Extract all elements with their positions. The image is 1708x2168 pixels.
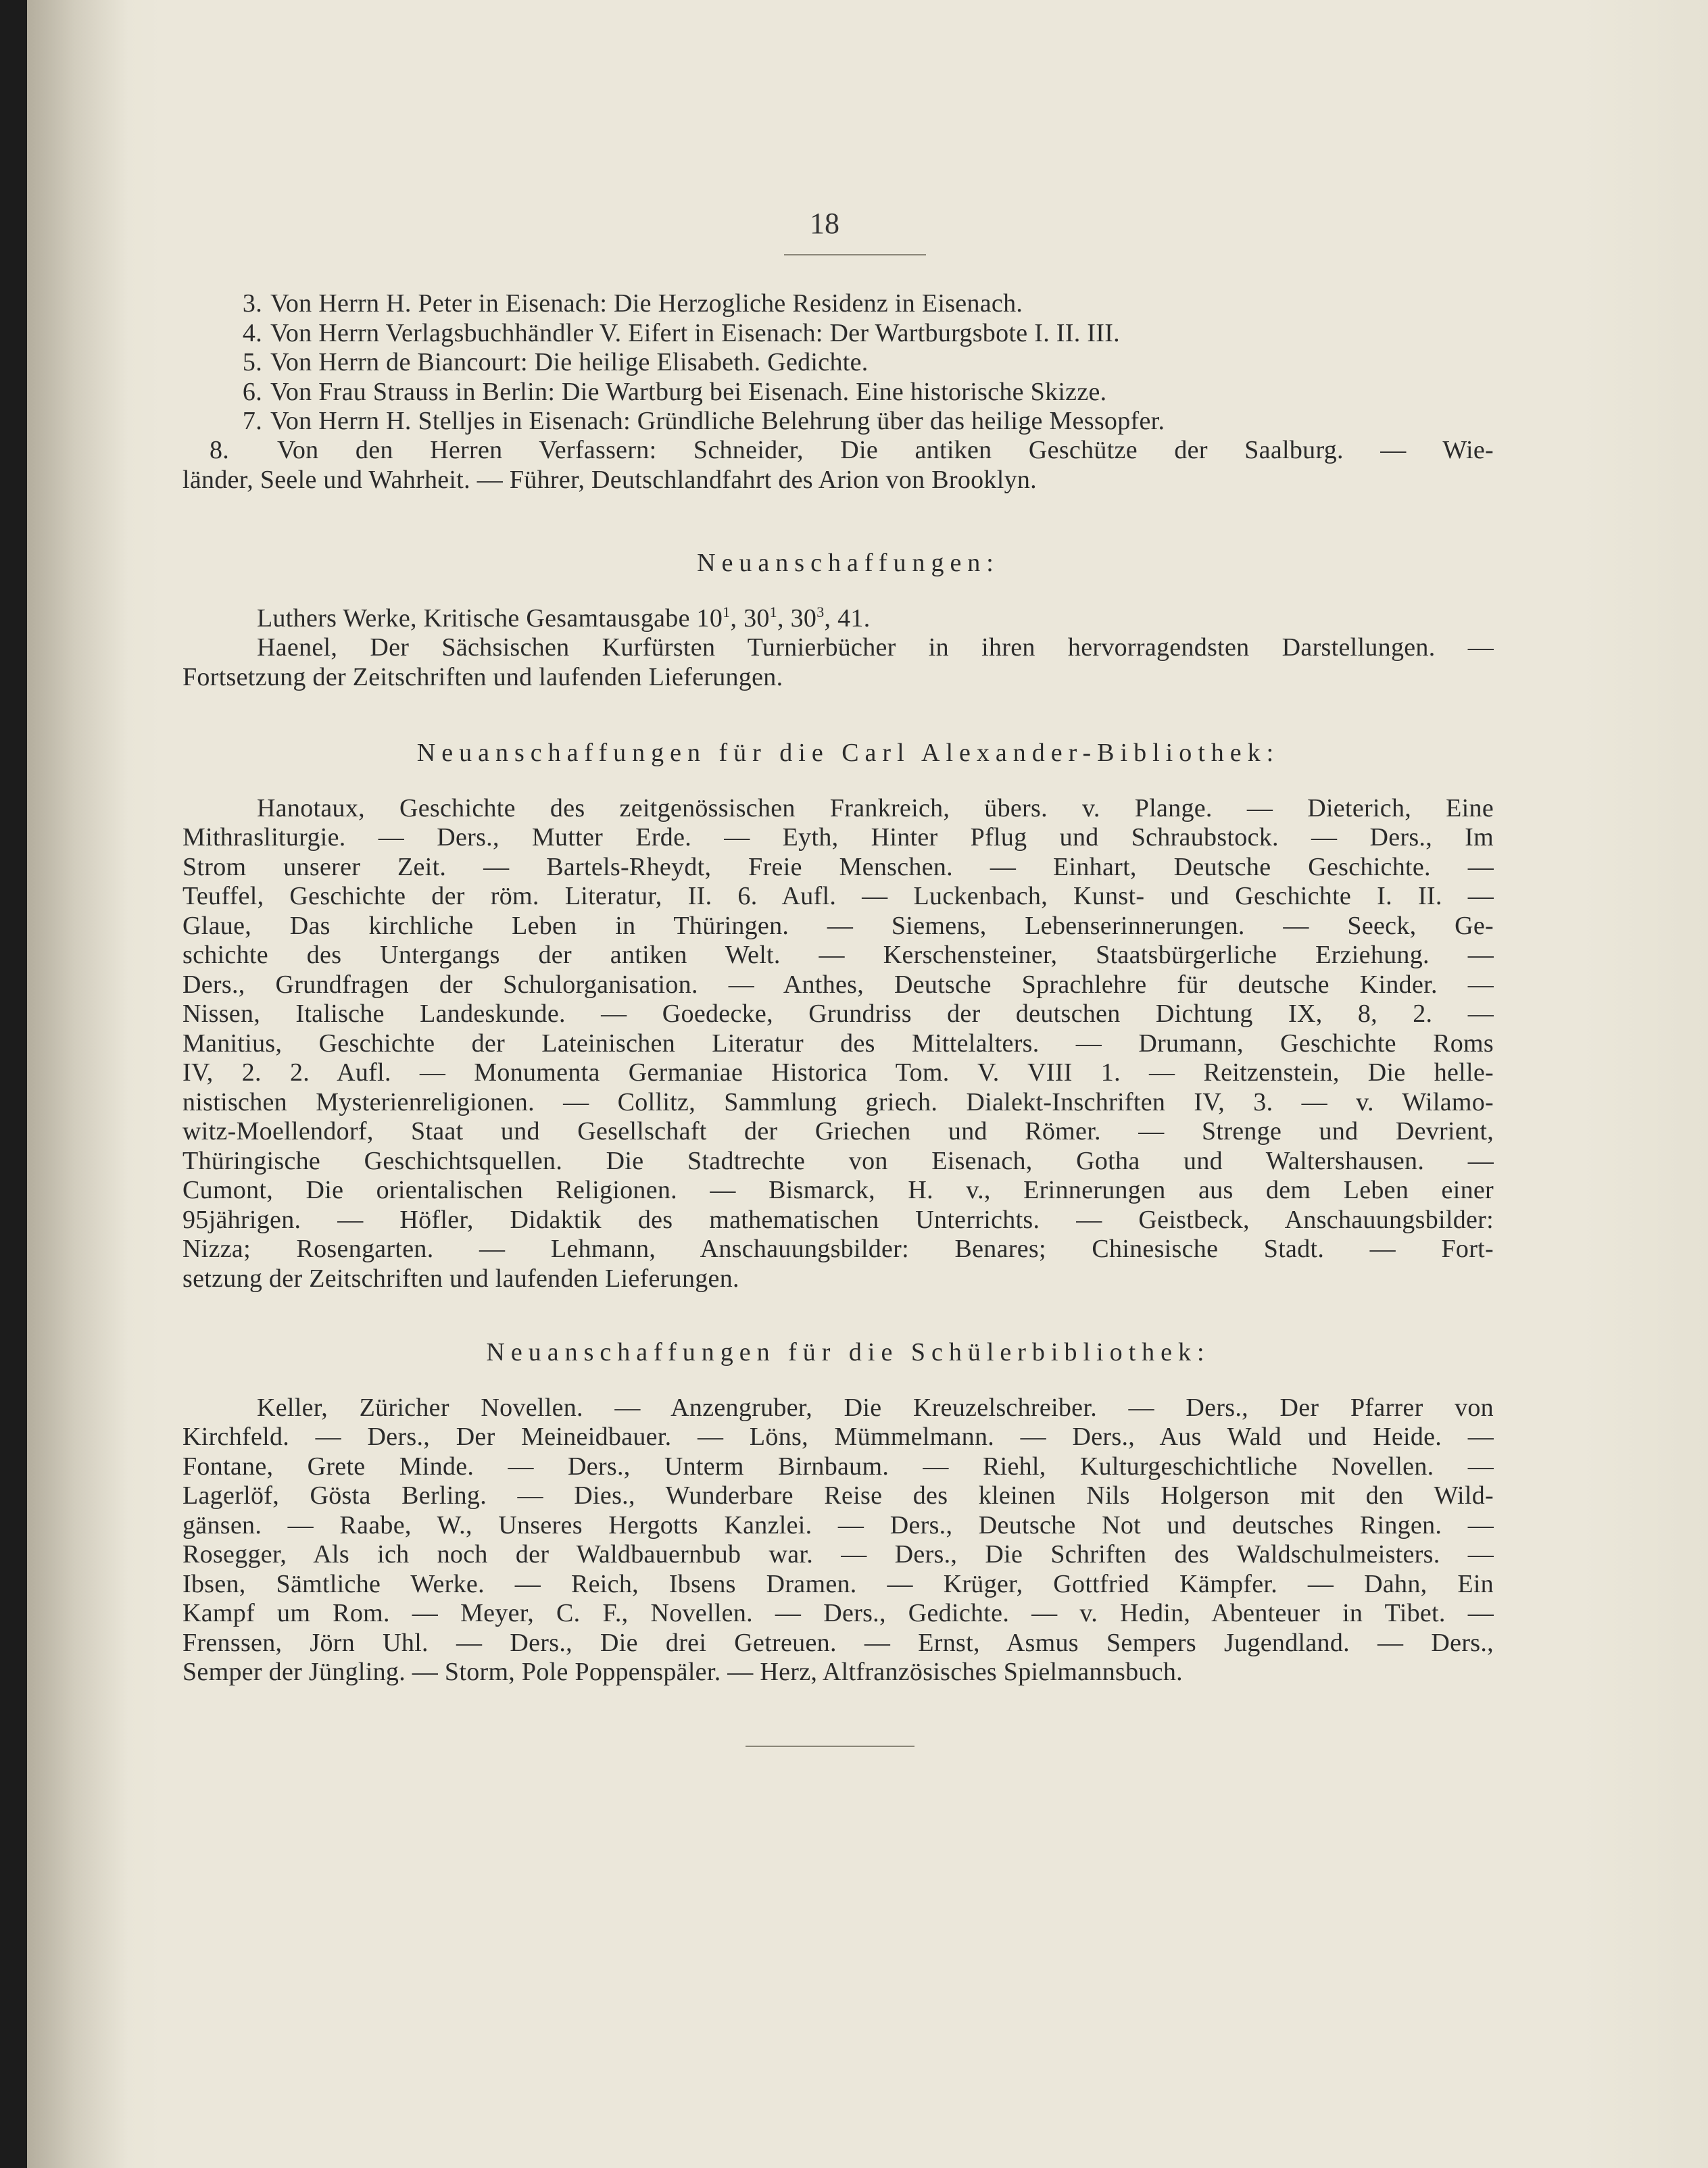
text-line: nistischen Mysterienreligionen. — Collitz, Sammlung griech. Dialekt-Inschriften IV, 3. — v. Wilamo- bbox=[182, 1087, 1494, 1116]
text-line: Thüringische Geschichtsquellen. Die Stadtrechte von Eisenach, Gotha und Waltershausen. — bbox=[182, 1146, 1494, 1175]
text-line: Kirchfeld. — Ders., Der Meineidbauer. — Löns, Mümmelmann. — Ders., Aus Wald und Heide. — bbox=[182, 1423, 1494, 1451]
text-line: Teuffel, Geschichte der röm. Literatur, II. 6. Aufl. — Luckenbach, Kunst- und Geschichte I. II. — bbox=[182, 882, 1494, 910]
text-line: Mithrasliturgie. — Ders., Mutter Erde. — Eyth, Hinter Pflug und Schraubstock. — Ders., Im bbox=[182, 823, 1494, 852]
text-line: Hanotaux, Geschichte des zeitgenössischen Frankreich, übers. v. Plange. — Dieterich, Eine bbox=[257, 793, 1494, 822]
section-carl-alexander-bibliothek bbox=[182, 739, 1494, 1294]
list-item: 3. Von Herrn H. Peter in Eisenach: Die Herzogliche Residenz in Eisenach. bbox=[242, 289, 1023, 318]
list-item: 8. Von den Herren Verfassern: Schneider, Die antiken Geschütze der Saalburg. — Wie- bbox=[210, 436, 1494, 464]
text-line: Nissen, Italische Landeskunde. — Goedecke, Grundriss der deutschen Dichtung IX, 8, 2. — bbox=[182, 1000, 1494, 1028]
text-line: Semper der Jüngling. — Storm, Pole Poppenspäler. — Herz, Altfranzösisches Spielmannsbuch. bbox=[182, 1658, 1183, 1686]
text-line: Lagerlöf, Gösta Berling. — Dies., Wunderbare Reise des kleinen Nils Holgerson mit den Wild- bbox=[182, 1481, 1494, 1510]
document-page bbox=[27, 0, 1708, 2168]
text-line: setzung der Zeitschriften und laufenden Lieferungen. bbox=[182, 1264, 739, 1293]
section-heading: Neuanschaffungen für die Carl Alexander-Bibliothek: bbox=[416, 739, 1280, 767]
donations-list bbox=[155, 289, 1467, 437]
text-line: Rosegger, Als ich noch der Waldbauernbub war. — Ders., Die Schriften des Waldschulmeisters. — bbox=[182, 1540, 1494, 1569]
text-line: Haenel, Der Sächsischen Kurfürsten Turnierbücher in ihren hervorragendsten Darstellungen. — bbox=[257, 633, 1494, 662]
page-number: 18 bbox=[810, 207, 839, 240]
text-line: Keller, Züricher Novellen. — Anzengruber, Die Kreuzelschreiber. — Ders., Der Pfarrer von bbox=[257, 1393, 1494, 1422]
text-line: Fortsetzung der Zeitschriften und laufenden Lieferungen. bbox=[182, 662, 783, 691]
section-neuanschaffungen bbox=[182, 549, 1494, 692]
list-item-continuation: länder, Seele und Wahrheit. — Führer, Deutschlandfahrt des Arion von Brooklyn. bbox=[182, 465, 1037, 494]
list-item: 7. Von Herrn H. Stelljes in Eisenach: Gründliche Belehrung über das heilige Messopfer. bbox=[242, 407, 1165, 435]
text-line: Strom unserer Zeit. — Bartels-Rheydt, Freie Menschen. — Einhart, Deutsche Geschichte. — bbox=[182, 852, 1494, 881]
footer-rule bbox=[746, 1746, 914, 1747]
list-item: 4. Von Herrn Verlagsbuchhändler V. Eifert in Eisenach: Der Wartburgsbote I. II. III. bbox=[242, 318, 1120, 347]
text-line: Kampf um Rom. — Meyer, C. F., Novellen. — Ders., Gedichte. — v. Hedin, Abenteuer in Tibet. — bbox=[182, 1599, 1494, 1627]
text-line: Manitius, Geschichte der Lateinischen Literatur des Mittelalters. — Drumann, Geschichte Roms bbox=[182, 1029, 1494, 1058]
list-item: 6. Von Frau Strauss in Berlin: Die Wartburg bei Eisenach. Eine historische Skizze. bbox=[242, 377, 1107, 406]
text-line: 95jährigen. — Höfler, Didaktik des mathematischen Unterrichts. — Geistbeck, Anschauungsbilder: bbox=[182, 1205, 1494, 1234]
list-item: 5. Von Herrn de Biancourt: Die heilige Elisabeth. Gedichte. bbox=[242, 348, 869, 376]
text-line: Ders., Grundfragen der Schulorganisation. — Anthes, Deutsche Sprachlehre für deutsche Kinder. — bbox=[182, 970, 1494, 999]
section-schuelerbibliothek bbox=[182, 1338, 1494, 1687]
binding-shadow bbox=[27, 0, 128, 2168]
section-heading: Neuanschaffungen für die Schülerbibliothek: bbox=[486, 1338, 1211, 1366]
text-line: Nizza; Rosengarten. — Lehmann, Anschauungsbilder: Benares; Chinesische Stadt. — Fort- bbox=[182, 1235, 1494, 1263]
text-line: Fontane, Grete Minde. — Ders., Unterm Birnbaum. — Riehl, Kulturgeschichtliche Novellen. — bbox=[182, 1452, 1494, 1481]
text-line: IV, 2. 2. Aufl. — Monumenta Germaniae Historica Tom. V. VIII 1. — Reitzenstein, Die helle- bbox=[182, 1058, 1494, 1087]
donation-item-8 bbox=[182, 436, 1494, 495]
section-heading: Neuanschaffungen: bbox=[697, 549, 1000, 577]
text-line: Frenssen, Jörn Uhl. — Ders., Die drei Getreuen. — Ernst, Asmus Sempers Jugendland. — Ders., bbox=[182, 1628, 1494, 1657]
text-line: witz-Moellendorf, Staat und Gesellschaft der Griechen und Römer. — Strenge und Devrient, bbox=[182, 1117, 1494, 1145]
header-rule bbox=[784, 254, 926, 255]
text-line: Cumont, Die orientalischen Religionen. — Bismarck, H. v., Erinnerungen aus dem Leben einer bbox=[182, 1176, 1494, 1204]
text-line: Luthers Werke, Kritische Gesamtausgabe $10^1$, $30^1$, $30^3$, 41. bbox=[257, 603, 871, 633]
text-line: gänsen. — Raabe, W., Unseres Hergotts Kanzlei. — Ders., Deutsche Not und deutsches Ringen. — bbox=[182, 1510, 1494, 1539]
text-line: Ibsen, Sämtliche Werke. — Reich, Ibsens Dramen. — Krüger, Gottfried Kämpfer. — Dahn, Ein bbox=[182, 1569, 1494, 1598]
text-line: Glaue, Das kirchliche Leben in Thüringen. — Siemens, Lebenserinnerungen. — Seeck, Ge- bbox=[182, 911, 1494, 940]
text-line: schichte des Untergangs der antiken Welt. — Kerschensteiner, Staatsbürgerliche Erziehung. — bbox=[182, 941, 1494, 969]
